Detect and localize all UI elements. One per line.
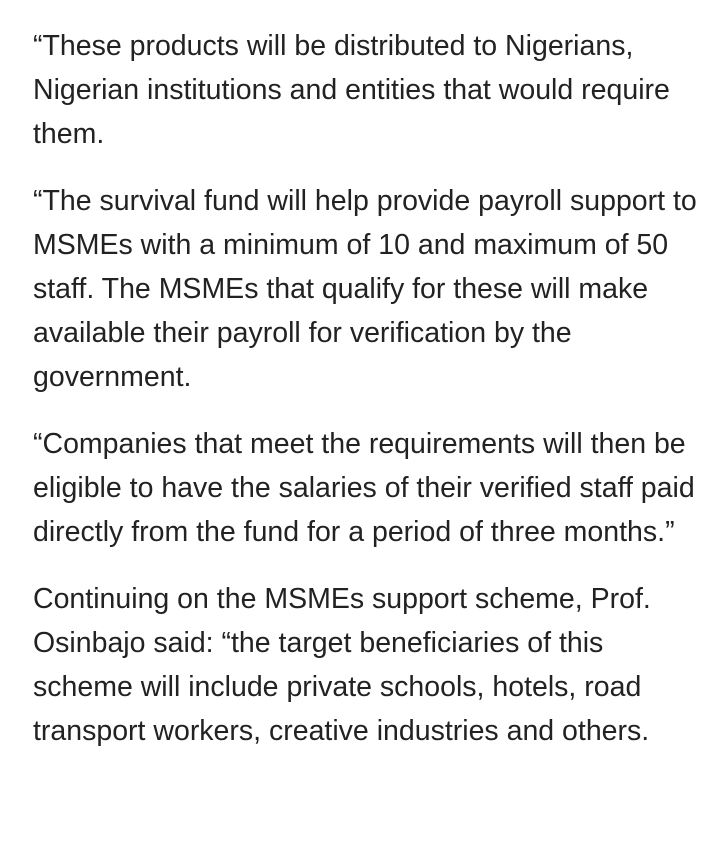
paragraph-survival-fund: “The survival fund will help provide payroll support to MSMEs with a minimum of 10 and maximum of 50 staff. The MSMEs that qualify for these will make available their payroll for verification by the government. — [33, 185, 697, 393]
paragraph-msme-support-scheme: Continuing on the MSMEs support scheme, Prof. Osinbajo said: “the target beneficiaries of this scheme will include private schools, hotels, road transport workers, creative industries and others. — [33, 583, 651, 747]
paragraph-eligible-companies: “Companies that meet the requirements will then be eligible to have the salaries of their verified staff paid directly from the fund for a period of three months.” — [33, 428, 695, 548]
paragraph-products-distribution: “These products will be distributed to Nigerians, Nigerian institutions and entities that would require them. — [33, 30, 670, 150]
